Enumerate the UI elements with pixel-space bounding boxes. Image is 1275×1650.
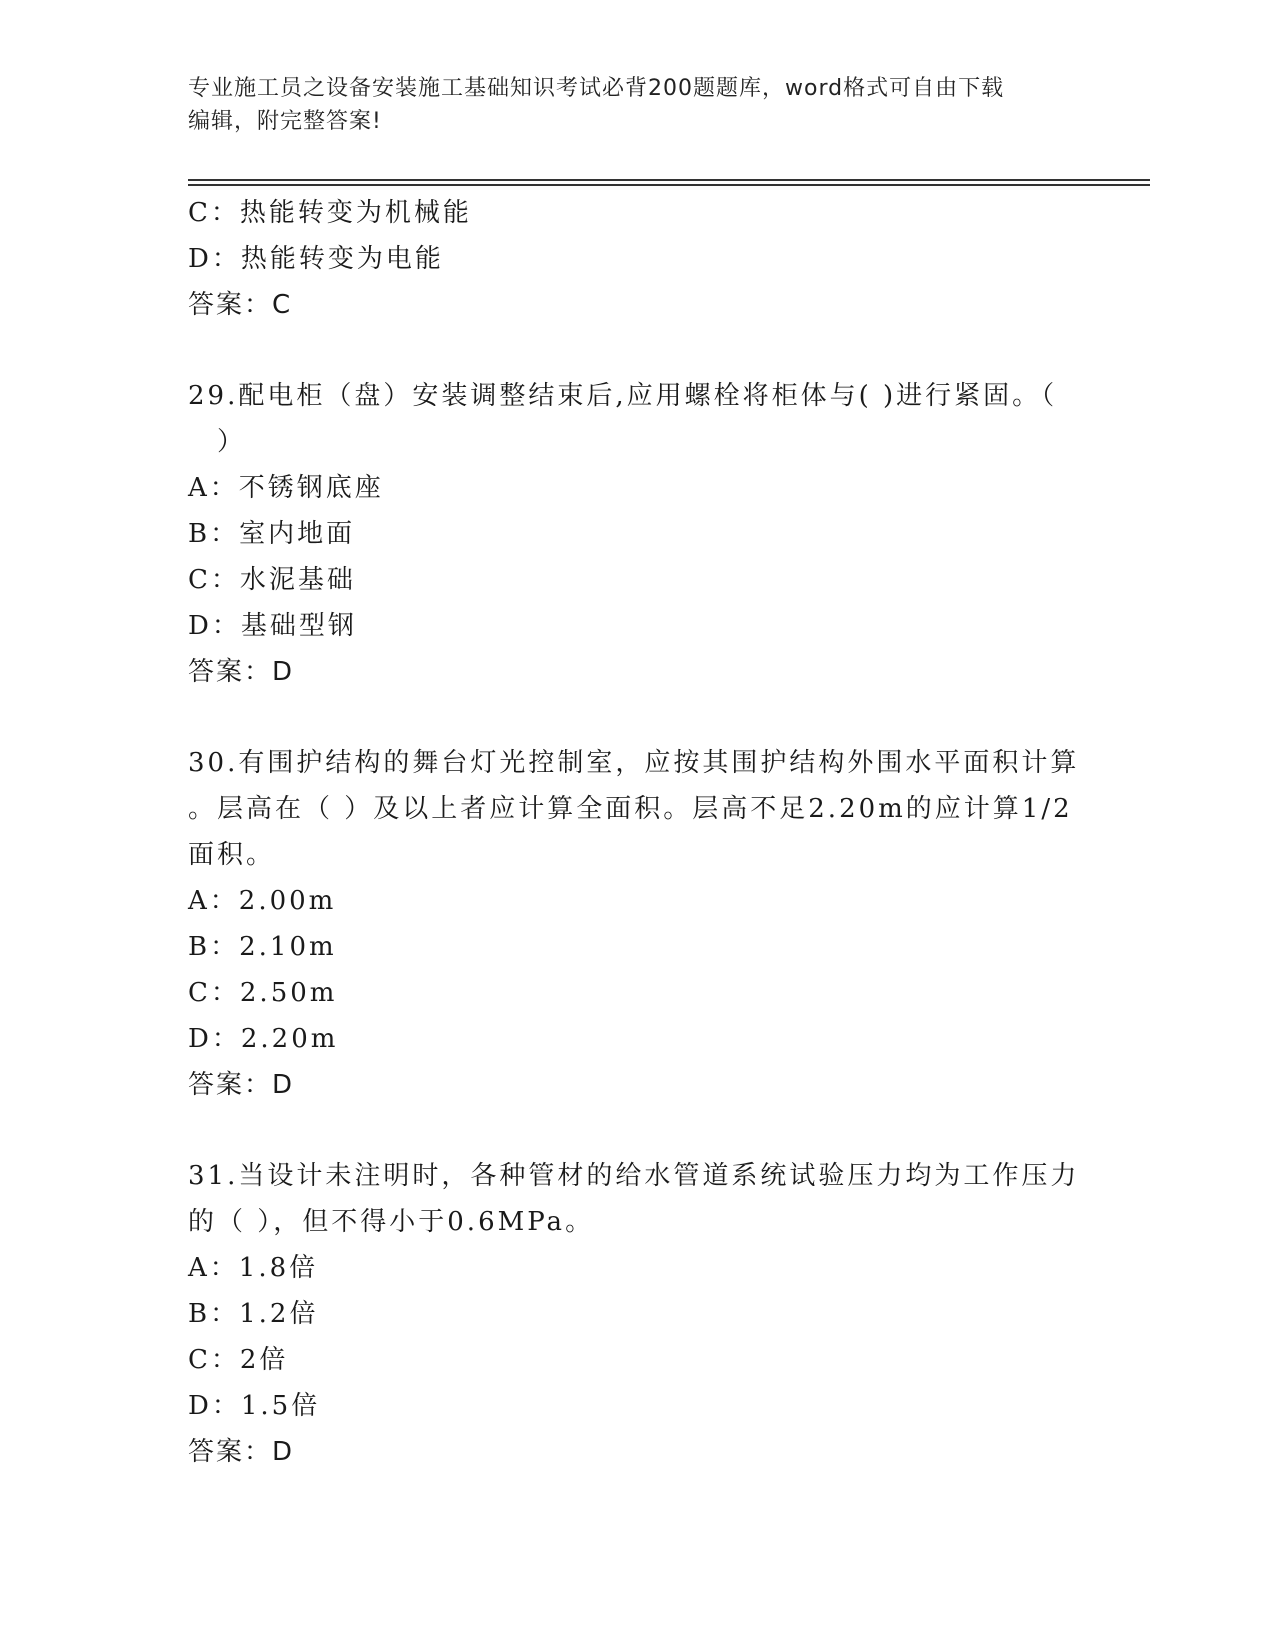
option-d: D：2.20m (188, 1024, 339, 1054)
question-stem-line: 31.当设计未注明时，各种管材的给水管道系统试验压力均为工作压力 (188, 1161, 1080, 1191)
option-a: A：1.8倍 (188, 1253, 319, 1283)
option-c: C：2.50m (188, 978, 338, 1008)
question-list (188, 190, 1088, 1475)
option-c: C：热能转变为机械能 (188, 198, 472, 228)
option-b: B：1.2倍 (188, 1299, 319, 1329)
option-b: B：2.10m (188, 932, 337, 962)
question-29 (188, 373, 1088, 695)
question-stem-line: 的（ ），但不得小于0.6MPa。 (188, 1207, 595, 1237)
header-title-line-1: 专业施工员之设备安装施工基础知识考试必背200题题库，word格式可自由下载 (188, 76, 1005, 101)
question-stem-line: 。层高在（ ）及以上者应计算全面积。层高不足2.20m的应计算1/2 (188, 794, 1073, 824)
option-d: D：热能转变为电能 (188, 244, 444, 274)
header-title-line-2: 编辑，附完整答案! (188, 109, 382, 134)
option-d: D：1.5倍 (188, 1391, 321, 1421)
option-a: A：不锈钢底座 (188, 473, 384, 503)
question-30 (188, 740, 1088, 1108)
answer-text: 答案：D (188, 1437, 295, 1467)
answer-text: 答案：D (188, 1070, 295, 1100)
answer-text: 答案：D (188, 657, 295, 687)
question-28-tail (188, 190, 1088, 328)
question-stem-line: 30.有围护结构的舞台灯光控制室，应按其围护结构外围水平面积计算 (188, 748, 1080, 778)
header-rule-top (188, 179, 1150, 181)
question-stem-line: ） (188, 427, 247, 457)
document-header (188, 72, 1088, 138)
header-rule-bottom (188, 184, 1150, 186)
option-d: D：基础型钢 (188, 611, 357, 641)
option-c: C：2倍 (188, 1345, 289, 1375)
option-b: B：室内地面 (188, 519, 356, 549)
option-a: A：2.00m (188, 886, 337, 916)
question-stem-line: 面积。 (188, 840, 276, 870)
option-c: C：水泥基础 (188, 565, 356, 595)
answer-text: 答案：C (188, 290, 293, 320)
question-31 (188, 1153, 1088, 1475)
question-stem-line: 29.配电柜（盘）安装调整结束后,应用螺栓将柜体与( )进行紧固。（ (188, 381, 1058, 411)
